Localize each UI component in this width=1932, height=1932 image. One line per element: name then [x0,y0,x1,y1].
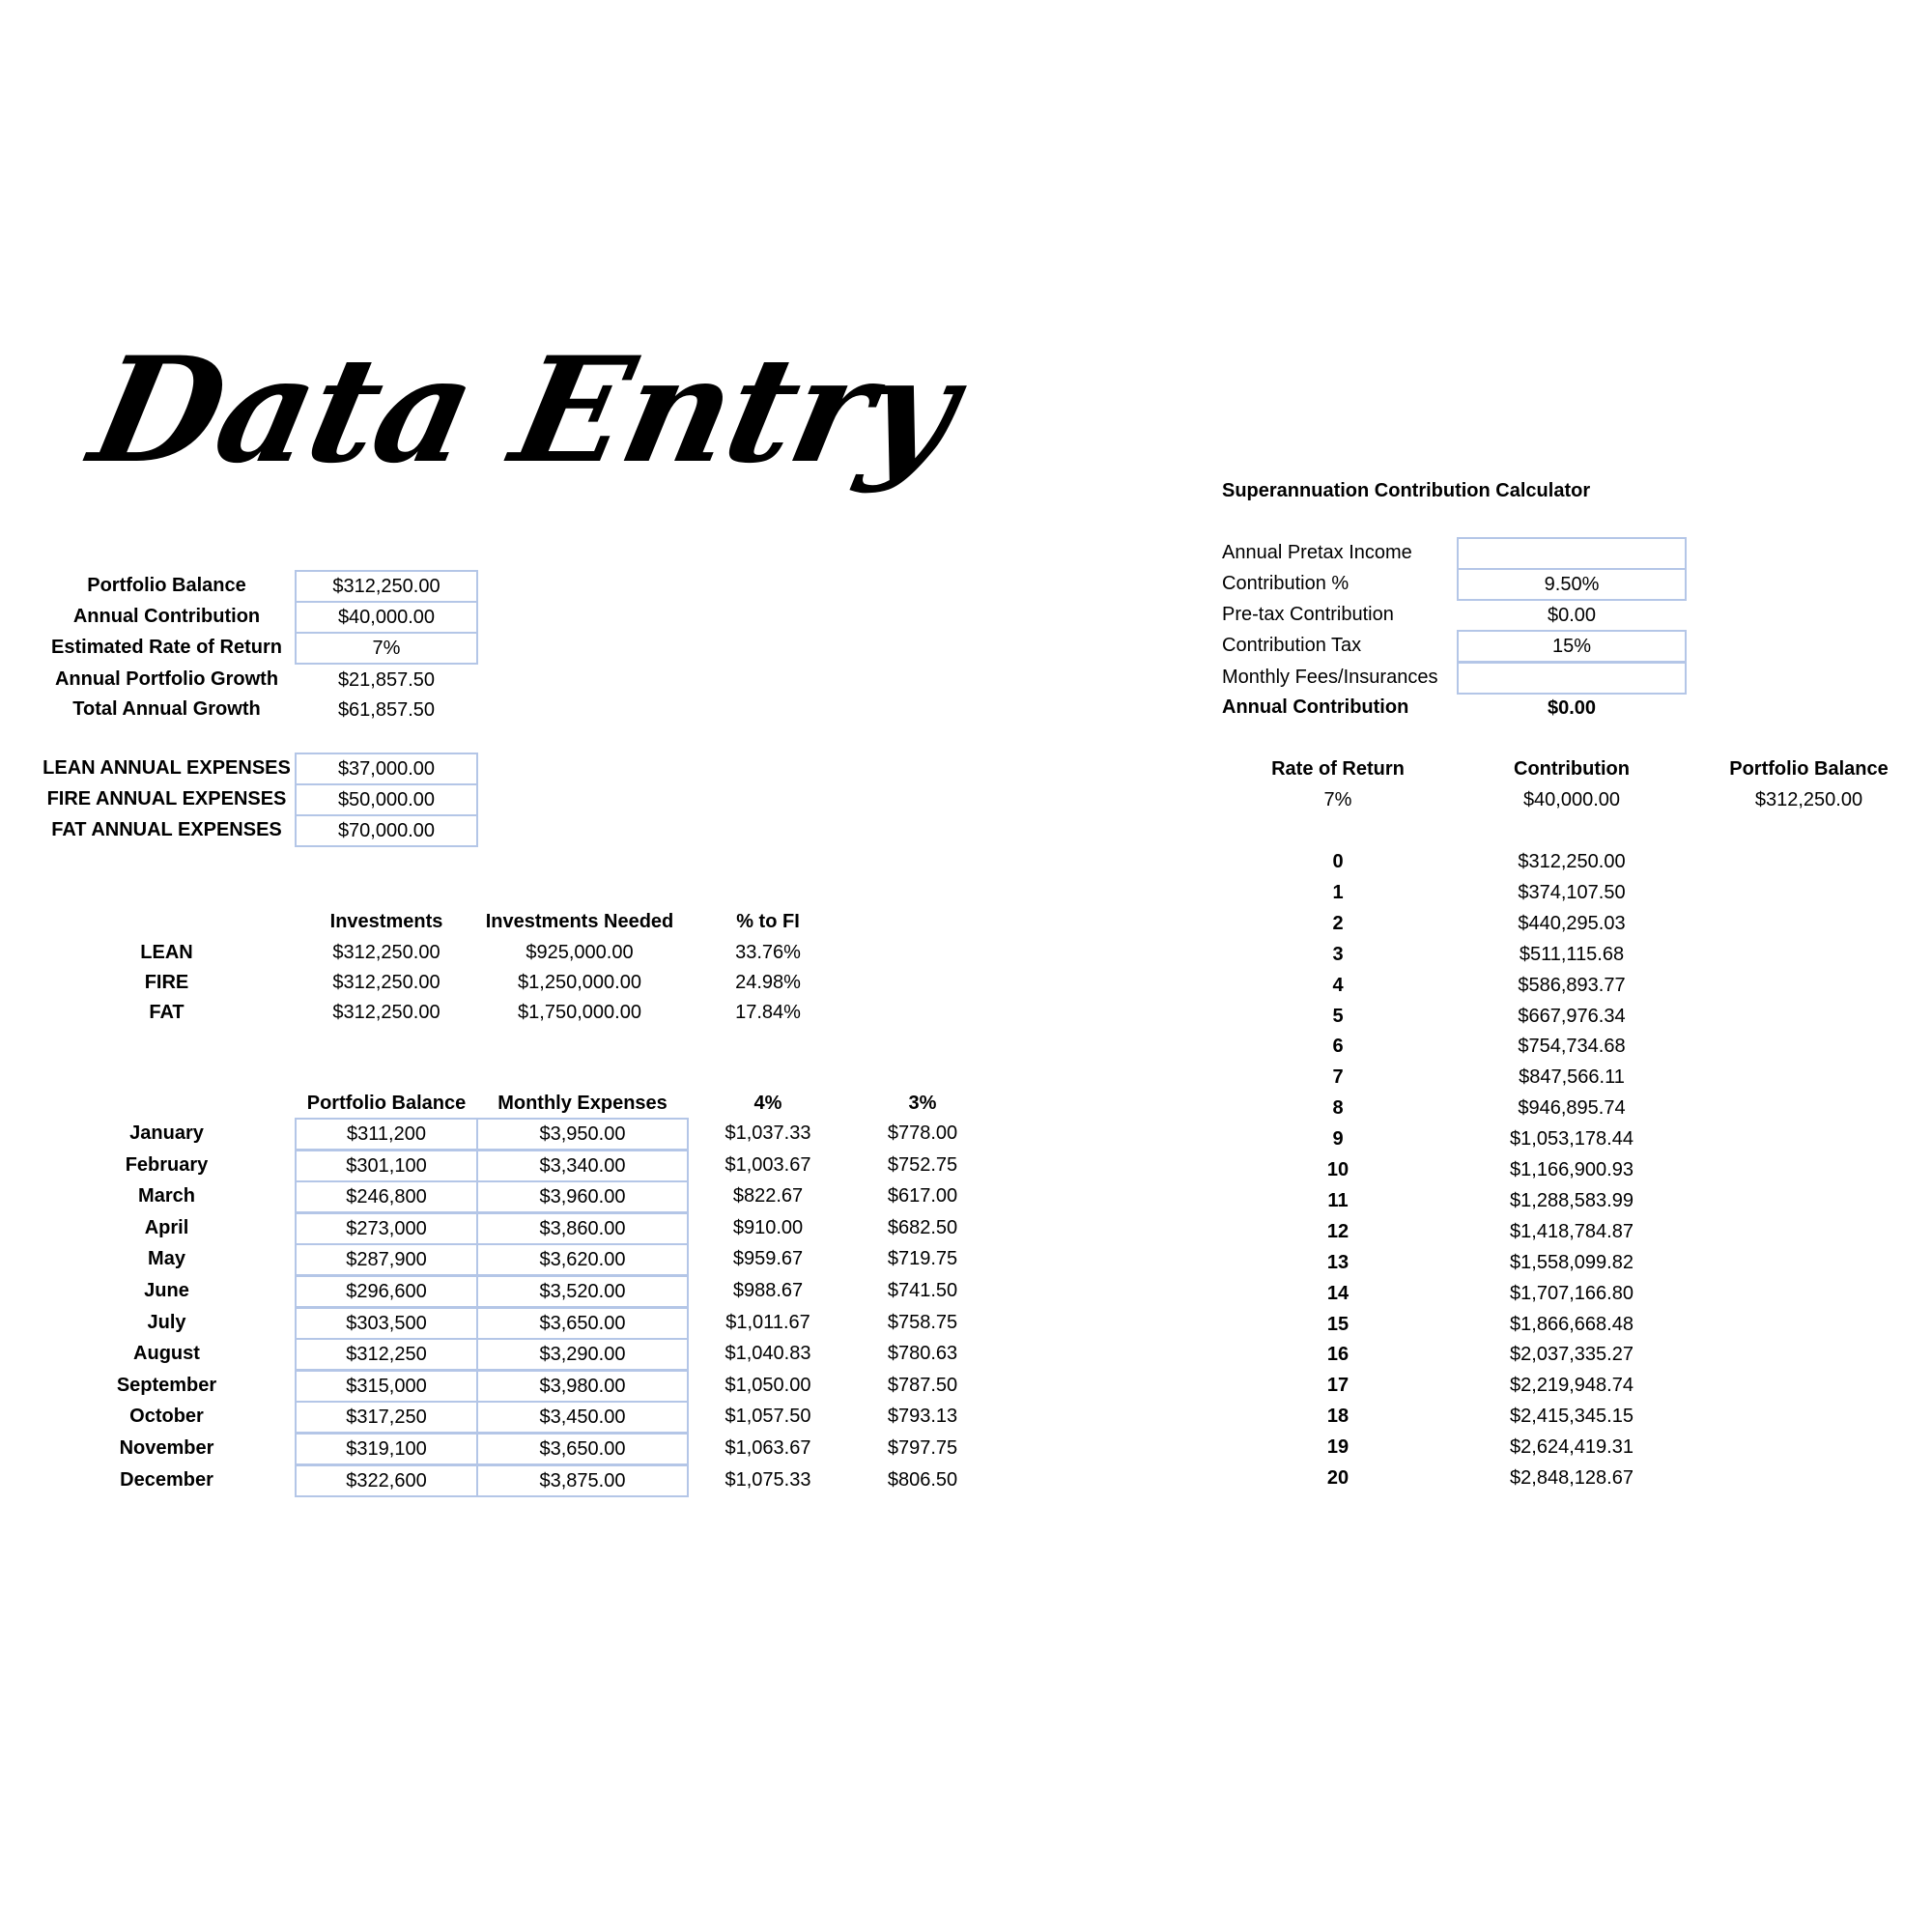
withdrawal-4pct: $1,063.67 [724,1437,811,1459]
projection-year: 18 [1326,1406,1350,1428]
super-label: Contribution Tax [1222,635,1362,656]
monthly-expenses-input[interactable]: $3,980.00 [476,1370,689,1403]
monthly-balance-input[interactable]: $317,250 [295,1401,478,1434]
projection-header: Rate of Return [1271,758,1405,780]
withdrawal-4pct: $910.00 [732,1216,804,1238]
monthly-expenses-input[interactable]: $3,860.00 [476,1212,689,1245]
summary-input[interactable]: $40,000.00 [295,601,478,634]
projection-year: 1 [1332,881,1344,903]
monthly-expenses-input[interactable]: $3,875.00 [476,1464,689,1497]
projection-year: 4 [1332,974,1344,996]
projection-balance: $2,415,345.15 [1510,1406,1634,1428]
withdrawal-3pct: $780.63 [887,1343,958,1365]
monthly-balance-input[interactable]: $303,500 [295,1307,478,1340]
projection-year: 16 [1326,1344,1350,1366]
withdrawal-4pct: $1,040.83 [724,1343,811,1365]
projection-balance: $1,053,178.44 [1510,1128,1634,1151]
super-input[interactable] [1457,662,1687,695]
fi-percent: 17.84% [735,1002,801,1023]
summary-label: Annual Portfolio Growth [54,668,279,690]
withdrawal-3pct: $719.75 [887,1248,958,1270]
fi-row-label: FAT [149,1002,185,1023]
withdrawal-3pct: $806.50 [887,1468,958,1491]
fi-header: % to FI [736,911,800,932]
withdrawal-4pct: $1,011.67 [725,1311,810,1333]
month-label: November [119,1437,214,1459]
month-label: July [147,1311,186,1333]
fi-investments: $312,250.00 [332,972,440,993]
monthly-expenses-input[interactable]: $3,950.00 [476,1118,689,1151]
fi-investments: $312,250.00 [332,942,440,963]
projection-value: $312,250.00 [1754,789,1863,810]
monthly-balance-input[interactable]: $296,600 [295,1275,478,1308]
super-label: Pre-tax Contribution [1222,604,1394,625]
monthly-header: Portfolio Balance [306,1093,467,1114]
withdrawal-3pct: $793.13 [887,1406,958,1428]
super-input[interactable] [1457,537,1687,570]
projection-balance: $440,295.03 [1518,912,1626,934]
monthly-expenses-input[interactable]: $3,620.00 [476,1243,689,1276]
monthly-expenses-input[interactable]: $3,450.00 [476,1401,689,1434]
month-label: October [129,1406,204,1428]
fi-row-label: FIRE [144,972,189,993]
super-value: $0.00 [1547,697,1597,719]
projection-year: 7 [1332,1066,1344,1089]
summary-input[interactable]: 7% [295,632,478,665]
projection-balance: $312,250.00 [1518,851,1626,872]
projection-year: 13 [1326,1251,1350,1273]
monthly-expenses-input[interactable]: $3,650.00 [476,1433,689,1465]
projection-balance: $1,288,583.99 [1510,1189,1634,1211]
summary-label: Portfolio Balance [87,575,246,596]
super-label: Annual Pretax Income [1222,542,1412,563]
monthly-balance-input[interactable]: $311,200 [295,1118,478,1151]
monthly-balance-input[interactable]: $312,250 [295,1338,478,1371]
summary-label: Estimated Rate of Return [51,637,282,658]
summary-label: Total Annual Growth [72,698,261,720]
fi-percent: 33.76% [735,942,801,963]
withdrawal-4pct: $1,075.33 [724,1468,811,1491]
super-label: Contribution % [1222,573,1350,594]
projection-year: 14 [1326,1282,1350,1304]
super-input[interactable]: 15% [1457,630,1687,663]
monthly-balance-input[interactable]: $287,900 [295,1243,478,1276]
withdrawal-3pct: $797.75 [887,1437,958,1459]
super-label: Annual Contribution [1222,696,1409,718]
expense-input[interactable]: $37,000.00 [295,753,478,785]
withdrawal-4pct: $1,003.67 [724,1153,811,1176]
withdrawal-3pct: $617.00 [887,1185,958,1208]
projection-year: 10 [1326,1159,1350,1180]
projection-year: 8 [1332,1097,1344,1120]
withdrawal-4pct: $959.67 [732,1248,804,1270]
projection-value: $40,000.00 [1522,789,1621,810]
projection-year: 9 [1332,1128,1344,1151]
projection-balance: $2,037,335.27 [1510,1344,1634,1366]
month-label: January [129,1122,204,1144]
super-title: Superannuation Contribution Calculator [1222,480,1591,501]
projection-year: 11 [1327,1189,1349,1211]
projection-balance: $667,976.34 [1518,1005,1626,1027]
super-value: $0.00 [1547,605,1597,626]
projection-year: 15 [1326,1313,1350,1335]
withdrawal-4pct: $1,050.00 [724,1374,811,1396]
month-label: February [125,1153,209,1176]
projection-balance: $2,219,948.74 [1510,1375,1634,1397]
projection-balance: $1,866,668.48 [1510,1313,1634,1335]
expense-label: FIRE ANNUAL EXPENSES [46,788,287,810]
projection-value: 7% [1323,789,1352,810]
month-label: September [116,1374,217,1396]
monthly-balance-input[interactable]: $315,000 [295,1370,478,1403]
monthly-balance-input[interactable]: $319,100 [295,1433,478,1465]
projection-year: 19 [1326,1436,1350,1459]
fi-header: Investments [329,911,443,932]
withdrawal-4pct: $1,057.50 [724,1406,811,1428]
fi-percent: 24.98% [735,972,801,993]
summary-value: $21,857.50 [337,669,436,691]
projection-balance: $2,848,128.67 [1510,1467,1634,1489]
fi-header: Investments Needed [485,911,674,932]
projection-balance: $1,418,784.87 [1510,1220,1634,1242]
projection-balance: $1,707,166.80 [1510,1282,1634,1304]
projection-balance: $847,566.11 [1519,1066,1625,1089]
monthly-expenses-input[interactable]: $3,520.00 [476,1275,689,1308]
projection-year: 17 [1326,1375,1350,1397]
fi-investments: $312,250.00 [332,1002,440,1023]
monthly-balance-input[interactable]: $273,000 [295,1212,478,1245]
projection-balance: $2,624,419.31 [1510,1436,1634,1459]
monthly-balance-input[interactable]: $246,800 [295,1180,478,1213]
projection-year: 3 [1332,943,1344,965]
withdrawal-3pct: $758.75 [887,1311,958,1333]
summary-label: Annual Contribution [72,606,261,627]
monthly-balance-input[interactable]: $322,600 [295,1464,478,1497]
expense-input[interactable]: $50,000.00 [295,783,478,816]
withdrawal-3pct: $778.00 [887,1122,958,1144]
month-label: December [120,1468,213,1491]
super-input[interactable]: 9.50% [1457,568,1687,601]
projection-balance: $374,107.50 [1518,881,1626,903]
monthly-header: Monthly Expenses [497,1093,668,1114]
projection-year: 0 [1332,851,1344,872]
withdrawal-4pct: $988.67 [732,1280,804,1301]
withdrawal-4pct: $822.67 [732,1185,804,1208]
projection-balance: $946,895.74 [1518,1097,1626,1120]
fi-row-label: LEAN [140,942,193,963]
month-label: May [148,1248,185,1270]
super-label: Monthly Fees/Insurances [1222,667,1438,688]
fi-needed: $1,750,000.00 [518,1002,641,1023]
projection-year: 5 [1332,1005,1344,1027]
month-label: March [138,1185,195,1208]
withdrawal-3pct: $752.75 [887,1153,958,1176]
projection-year: 12 [1326,1220,1350,1242]
monthly-expenses-input[interactable]: $3,960.00 [476,1180,689,1213]
projection-year: 20 [1326,1467,1350,1489]
withdrawal-3pct: $682.50 [887,1216,958,1238]
expense-input[interactable]: $70,000.00 [295,814,478,847]
withdrawal-3pct: $787.50 [887,1374,958,1396]
fi-needed: $925,000.00 [526,942,634,963]
month-label: June [144,1280,189,1301]
projection-balance: $586,893.77 [1518,974,1626,996]
summary-input[interactable]: $312,250.00 [295,570,478,603]
fi-needed: $1,250,000.00 [518,972,641,993]
monthly-expenses-input[interactable]: $3,340.00 [476,1150,689,1182]
projection-balance: $1,166,900.93 [1510,1159,1634,1180]
monthly-header: 4% [753,1093,782,1114]
monthly-expenses-input[interactable]: $3,290.00 [476,1338,689,1371]
monthly-header: 3% [908,1093,937,1114]
projection-balance: $511,115.68 [1519,943,1625,965]
projection-balance: $1,558,099.82 [1510,1251,1634,1273]
projection-balance: $754,734.68 [1518,1036,1626,1058]
month-label: April [144,1216,189,1238]
withdrawal-3pct: $741.50 [887,1280,958,1301]
monthly-expenses-input[interactable]: $3,650.00 [476,1307,689,1340]
projection-header: Contribution [1514,758,1630,780]
expense-label: FAT ANNUAL EXPENSES [51,819,282,840]
withdrawal-4pct: $1,037.33 [724,1122,811,1144]
expense-label: LEAN ANNUAL EXPENSES [43,757,291,779]
projection-year: 6 [1332,1036,1344,1058]
projection-year: 2 [1332,912,1344,934]
month-label: August [133,1343,200,1365]
summary-value: $61,857.50 [337,699,436,721]
projection-header: Portfolio Balance [1729,758,1889,780]
page-title: Data Entry [78,326,970,496]
monthly-balance-input[interactable]: $301,100 [295,1150,478,1182]
